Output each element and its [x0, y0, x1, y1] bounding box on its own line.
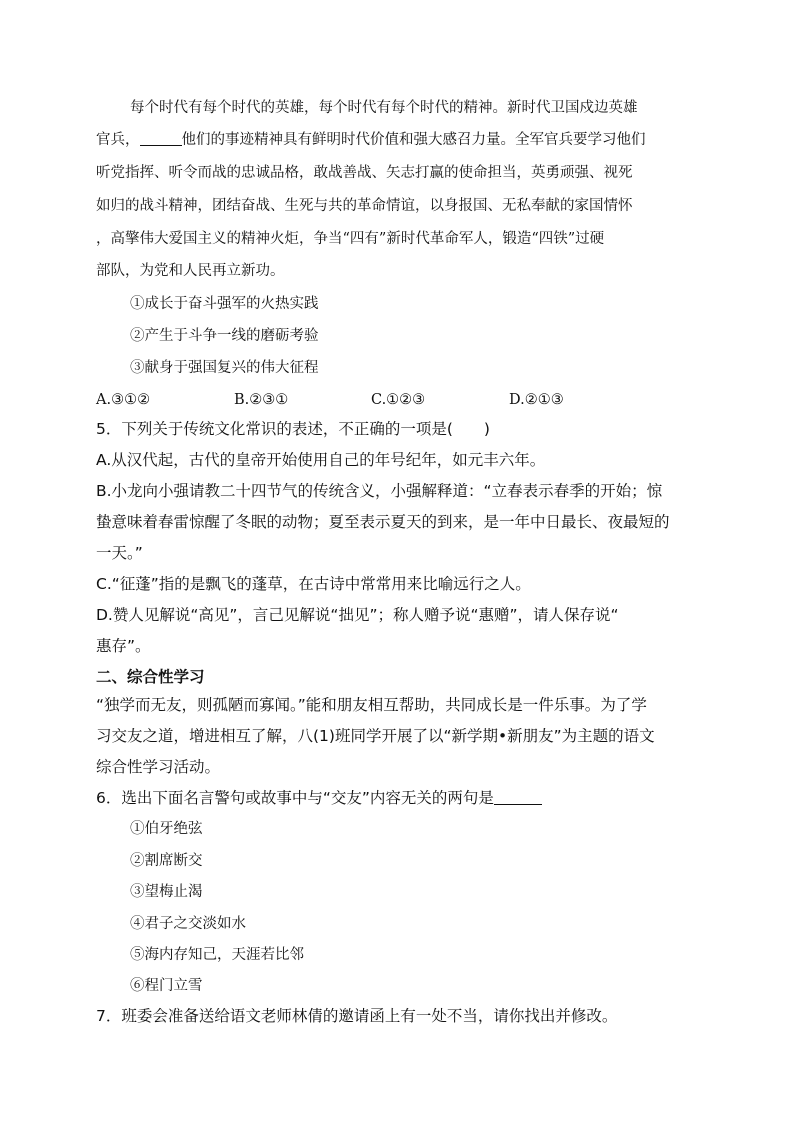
passage-item-2: ②产生于斗争一线的磨砺考验 — [130, 328, 319, 344]
passage-line-2 — [96, 129, 646, 151]
passage-line-4: 如归的战斗精神，团结奋战、生死与共的革命情谊，以身报国、无私奉献的家国情怀 — [96, 198, 633, 214]
q5-option-d-line-1: D.赞人见解说“高见”，言己见解说“拙见”；称人赠予说“惠赠”，请人保存说“ — [96, 606, 619, 624]
q4-option-a: A.③①② — [96, 392, 151, 408]
section-2-title: 二、综合性学习 — [96, 668, 205, 686]
passage-line-5: ，高擎伟大爱国主义的精神火炬，争当“四有”新时代革命军人，锻造“四铁”过硬 — [96, 231, 605, 247]
q5-option-c: C.“征蓬”指的是飘飞的蓬草，在古诗中常常用来比喻远行之人。 — [96, 575, 531, 593]
passage-line-3: 听党指挥、听令而战的忠诚品格，敢战善战、矢志打赢的使命担当，英勇顽强、视死 — [96, 165, 633, 181]
passage-line-6: 部队，为党和人民再立新功。 — [96, 263, 285, 279]
q5-option-b-line-1: B.小龙向小强请教二十四节气的传统含义，小强解释道：“立春表示春季的开始；惊 — [96, 482, 663, 500]
section-2-intro-line-1: “独学而无友，则孤陋而寡闻。”能和朋友相互帮助，共同成长是一件乐事。为了学 — [96, 696, 647, 714]
q5-stem: 5．下列关于传统文化常识的表述，不正确的一项是( ) — [96, 420, 490, 438]
section-2-intro-line-2: 习交友之道，增进相互了解，八(1)班同学开展了以“新学期•新朋友”为主题的语文 — [96, 727, 655, 745]
passage-line-2-start: 官兵， — [96, 132, 140, 148]
q5-option-b-line-3: 一天。” — [96, 544, 143, 562]
q6-item-3: ③望梅止渴 — [130, 884, 203, 900]
passage-item-1: ①成长于奋斗强军的火热实践 — [130, 296, 319, 312]
q5-option-d-line-2: 惠存”。 — [96, 637, 151, 655]
q6-answer-blank — [494, 788, 542, 805]
q5-option-a: A.从汉代起，古代的皇帝开始使用自己的年号纪年，如元丰六年。 — [96, 451, 546, 469]
q5-option-b-line-2: 蛰意味着春雷惊醒了冬眠的动物；夏至表示夏天的到来，是一年中日最长、夜最短的 — [96, 513, 670, 531]
q6-stem — [96, 787, 542, 809]
q6-stem-text: 6．选出下面名言警句或故事中与“交友”内容无关的两句是 — [96, 789, 494, 807]
q7-stem: 7．班委会准备送给语文老师林倩的邀请函上有一处不当，请你找出并修改。 — [96, 1007, 618, 1025]
passage-line-1: 每个时代有每个时代的英雄，每个时代有每个时代的精神。新时代卫国戍边英雄 — [130, 100, 638, 116]
passage-item-3: ③献身于强国复兴的伟大征程 — [130, 360, 319, 376]
q6-item-5: ⑤海内存知己，天涯若比邻 — [130, 947, 304, 963]
passage-line-2-end: 他们的事迹精神具有鲜明时代价值和强大感召力量。全军官兵要学习他们 — [181, 132, 646, 148]
q6-item-2: ②割席断交 — [130, 853, 203, 869]
q4-option-c: C.①②③ — [371, 392, 426, 408]
q6-item-4: ④君子之交淡如水 — [130, 916, 246, 932]
q6-item-6: ⑥程门立雪 — [130, 978, 203, 994]
section-2-intro-line-3: 综合性学习活动。 — [96, 758, 221, 776]
q4-option-d: D.②①③ — [509, 392, 564, 408]
q6-item-1: ①伯牙绝弦 — [130, 821, 203, 837]
answer-blank — [140, 129, 182, 146]
q4-option-b: B.②③① — [234, 392, 289, 408]
